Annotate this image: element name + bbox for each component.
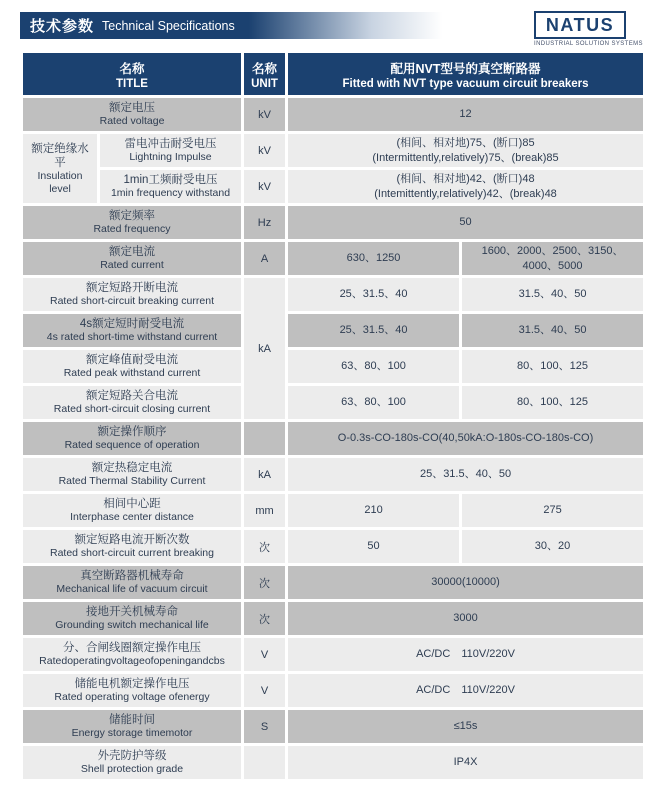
row-shell-protection bbox=[23, 746, 643, 779]
label-motor-operating-voltage: 储能电机额定操作电压 Rated operating voltage ofenergy bbox=[23, 674, 241, 707]
value-power-frequency-withstand: (相间、相对地)42、(断口)48 (Intemittently,relatively)42、(break)48 bbox=[288, 170, 643, 203]
label-interphase-distance: 相间中心距 Interphase center distance bbox=[23, 494, 241, 527]
unit-rated-frequency: Hz bbox=[244, 206, 285, 239]
unit-coil-operating-voltage: V bbox=[244, 638, 285, 671]
value-short-time-withstand-1: 25、31.5、40 bbox=[288, 314, 459, 347]
section-title-bar bbox=[20, 12, 460, 39]
value-breaking-current-2: 31.5、40、50 bbox=[462, 278, 643, 311]
unit-rated-current: A bbox=[244, 242, 285, 275]
value-thermal-stability: 25、31.5、40、50 bbox=[288, 458, 643, 491]
value-interphase-distance-1: 210 bbox=[288, 494, 459, 527]
row-lightning-impulse bbox=[23, 134, 643, 167]
value-breaking-current-1: 25、31.5、40 bbox=[288, 278, 459, 311]
header-breaker: 配用NVT型号的真空断路器 Fitted with NVT type vacuum circuit breakers bbox=[288, 53, 643, 95]
technical-specifications-table bbox=[20, 50, 646, 782]
unit-power-frequency-withstand: kV bbox=[244, 170, 285, 203]
value-peak-withstand-2: 80、100、125 bbox=[462, 350, 643, 383]
brand-logo-tagline: INDUSTRIAL SOLUTION SYSTEMS bbox=[534, 41, 643, 47]
group-insulation-level: 额定绝缘水平 Insulation level bbox=[23, 134, 97, 203]
row-motor-operating-voltage bbox=[23, 674, 643, 707]
brand-logo bbox=[534, 11, 643, 47]
row-short-time-withstand bbox=[23, 314, 643, 347]
label-short-time-withstand: 4s额定短时耐受电流 4s rated short-time withstand current bbox=[23, 314, 241, 347]
value-mechanical-life: 30000(10000) bbox=[288, 566, 643, 599]
value-shell-protection: IP4X bbox=[288, 746, 643, 779]
row-breaking-times bbox=[23, 530, 643, 563]
row-interphase-distance bbox=[23, 494, 643, 527]
row-energy-storage-time bbox=[23, 710, 643, 743]
label-breaking-times: 额定短路电流开断次数 Rated short-circuit current breaking bbox=[23, 530, 241, 563]
row-rated-current bbox=[23, 242, 643, 275]
row-rated-frequency bbox=[23, 206, 643, 239]
header-unit: 名称 UNIT bbox=[244, 53, 285, 95]
label-closing-current: 额定短路关合电流 Rated short-circuit closing current bbox=[23, 386, 241, 419]
unit-lightning-impulse: kV bbox=[244, 134, 285, 167]
label-energy-storage-time: 储能时间 Energy storage timemotor bbox=[23, 710, 241, 743]
unit-mechanical-life: 次 bbox=[244, 566, 285, 599]
value-motor-operating-voltage: AC/DC 110V/220V bbox=[288, 674, 643, 707]
label-grounding-switch-life: 接地开关机械寿命 Grounding switch mechanical life bbox=[23, 602, 241, 635]
row-power-frequency-withstand bbox=[23, 170, 643, 203]
section-title-en: Technical Specifications bbox=[102, 18, 235, 33]
row-rated-voltage bbox=[23, 98, 643, 131]
row-thermal-stability bbox=[23, 458, 643, 491]
value-rated-current-2: 1600、2000、2500、3150、4000、5000 bbox=[462, 242, 643, 275]
unit-interphase-distance: mm bbox=[244, 494, 285, 527]
table-header-row bbox=[23, 53, 643, 95]
value-operation-sequence: O-0.3s-CO-180s-CO(40,50kA:O-180s-CO-180s-CO) bbox=[288, 422, 643, 455]
value-coil-operating-voltage: AC/DC 110V/220V bbox=[288, 638, 643, 671]
label-lightning-impulse: 雷电冲击耐受电压 Lightning Impulse bbox=[100, 134, 241, 167]
label-thermal-stability: 额定热稳定电流 Rated Thermal Stability Current bbox=[23, 458, 241, 491]
label-rated-voltage: 额定电压 Rated voltage bbox=[23, 98, 241, 131]
unit-ka-group: kA bbox=[244, 278, 285, 419]
value-closing-current-1: 63、80、100 bbox=[288, 386, 459, 419]
label-breaking-current: 额定短路开断电流 Rated short-circuit breaking current bbox=[23, 278, 241, 311]
row-closing-current bbox=[23, 386, 643, 419]
value-breaking-times-2: 30、20 bbox=[462, 530, 643, 563]
value-lightning-impulse: (相间、相对地)75、(断口)85 (Intermittently,relatively)75、(break)85 bbox=[288, 134, 643, 167]
label-rated-frequency: 额定频率 Rated frequency bbox=[23, 206, 241, 239]
value-rated-voltage: 12 bbox=[288, 98, 643, 131]
unit-breaking-times: 次 bbox=[244, 530, 285, 563]
label-coil-operating-voltage: 分、合闸线圈额定操作电压 Ratedoperatingvoltageofopeningandcbs bbox=[23, 638, 241, 671]
row-mechanical-life bbox=[23, 566, 643, 599]
brand-logo-box bbox=[534, 11, 626, 39]
unit-thermal-stability: kA bbox=[244, 458, 285, 491]
section-title-zh: 技术参数 bbox=[30, 18, 95, 35]
value-closing-current-2: 80、100、125 bbox=[462, 386, 643, 419]
row-grounding-switch-life bbox=[23, 602, 643, 635]
unit-shell-protection bbox=[244, 746, 285, 779]
label-shell-protection: 外壳防护等级 Shell protection grade bbox=[23, 746, 241, 779]
row-peak-withstand bbox=[23, 350, 643, 383]
label-power-frequency-withstand: 1min工频耐受电压 1min frequency withstand bbox=[100, 170, 241, 203]
row-operation-sequence bbox=[23, 422, 643, 455]
header-title: 名称 TITLE bbox=[23, 53, 241, 95]
value-grounding-switch-life: 3000 bbox=[288, 602, 643, 635]
label-operation-sequence: 额定操作顺序 Rated sequence of operation bbox=[23, 422, 241, 455]
brand-logo-text: NATUS bbox=[545, 14, 615, 35]
unit-operation-sequence bbox=[244, 422, 285, 455]
row-breaking-current bbox=[23, 278, 643, 311]
value-rated-current-1: 630、1250 bbox=[288, 242, 459, 275]
unit-motor-operating-voltage: V bbox=[244, 674, 285, 707]
value-energy-storage-time: ≤15s bbox=[288, 710, 643, 743]
unit-energy-storage-time: S bbox=[244, 710, 285, 743]
row-coil-operating-voltage bbox=[23, 638, 643, 671]
label-peak-withstand: 额定峰值耐受电流 Rated peak withstand current bbox=[23, 350, 241, 383]
value-peak-withstand-1: 63、80、100 bbox=[288, 350, 459, 383]
label-mechanical-life: 真空断路器机械寿命 Mechanical life of vacuum circuit bbox=[23, 566, 241, 599]
unit-rated-voltage: kV bbox=[244, 98, 285, 131]
value-rated-frequency: 50 bbox=[288, 206, 643, 239]
unit-grounding-switch-life: 次 bbox=[244, 602, 285, 635]
value-short-time-withstand-2: 31.5、40、50 bbox=[462, 314, 643, 347]
value-interphase-distance-2: 275 bbox=[462, 494, 643, 527]
label-rated-current: 额定电流 Rated current bbox=[23, 242, 241, 275]
value-breaking-times-1: 50 bbox=[288, 530, 459, 563]
